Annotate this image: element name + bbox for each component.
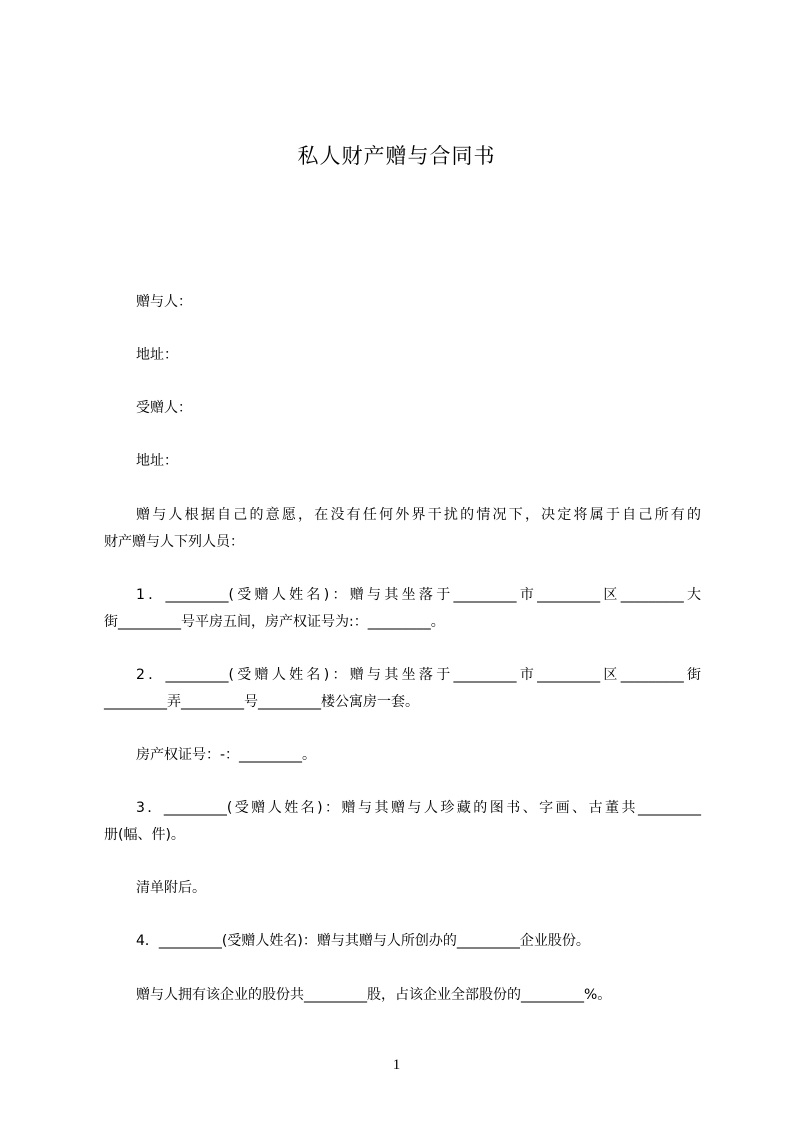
shares-line: 赠与人拥有该企业的股份共_________股，占该企业全部股份的_________%。 — [136, 987, 612, 1003]
intro-paragraph-line-1: 赠与人根据自己的意愿，在没有任何外界干扰的情况下，决定将属于自己所有的 — [136, 507, 701, 523]
item-2-line-1: 2．_________(受赠人姓名)：赠与其坐落于_________市_________区_________街 — [136, 667, 701, 683]
property-certificate-line: 房产权证号：-：_________。 — [136, 747, 317, 763]
document-title: 私人财产赠与合同书 — [297, 144, 496, 168]
page-number: 1 — [392, 1057, 401, 1073]
donee-address-label: 地址： — [136, 453, 178, 469]
item-3-line-2: 册(幅、件)。 — [104, 827, 185, 843]
intro-paragraph-line-2: 财产赠与人下列人员： — [104, 534, 244, 550]
item-1-line-1: 1．_________(受赠人姓名)：赠与其坐落于_________市_________区_________大 — [136, 587, 701, 603]
donee-label: 受赠人： — [136, 400, 192, 416]
item-2-line-2: _________弄_________号_________楼公寓房一套。 — [104, 694, 419, 710]
item-1-line-2: 街_________号平房五间，房产权证号为:：_________。 — [104, 614, 445, 630]
list-attached-line: 清单附后。 — [136, 880, 206, 896]
donor-address-label: 地址： — [136, 347, 178, 363]
item-4-line: 4．_________(受赠人姓名)：赠与其赠与人所创办的_________企业股份。 — [136, 933, 590, 949]
item-3-line-1: 3．_________(受赠人姓名)：赠与其赠与人珍藏的图书、字画、古董共_________ — [136, 800, 701, 816]
donor-label: 赠与人： — [136, 294, 192, 310]
